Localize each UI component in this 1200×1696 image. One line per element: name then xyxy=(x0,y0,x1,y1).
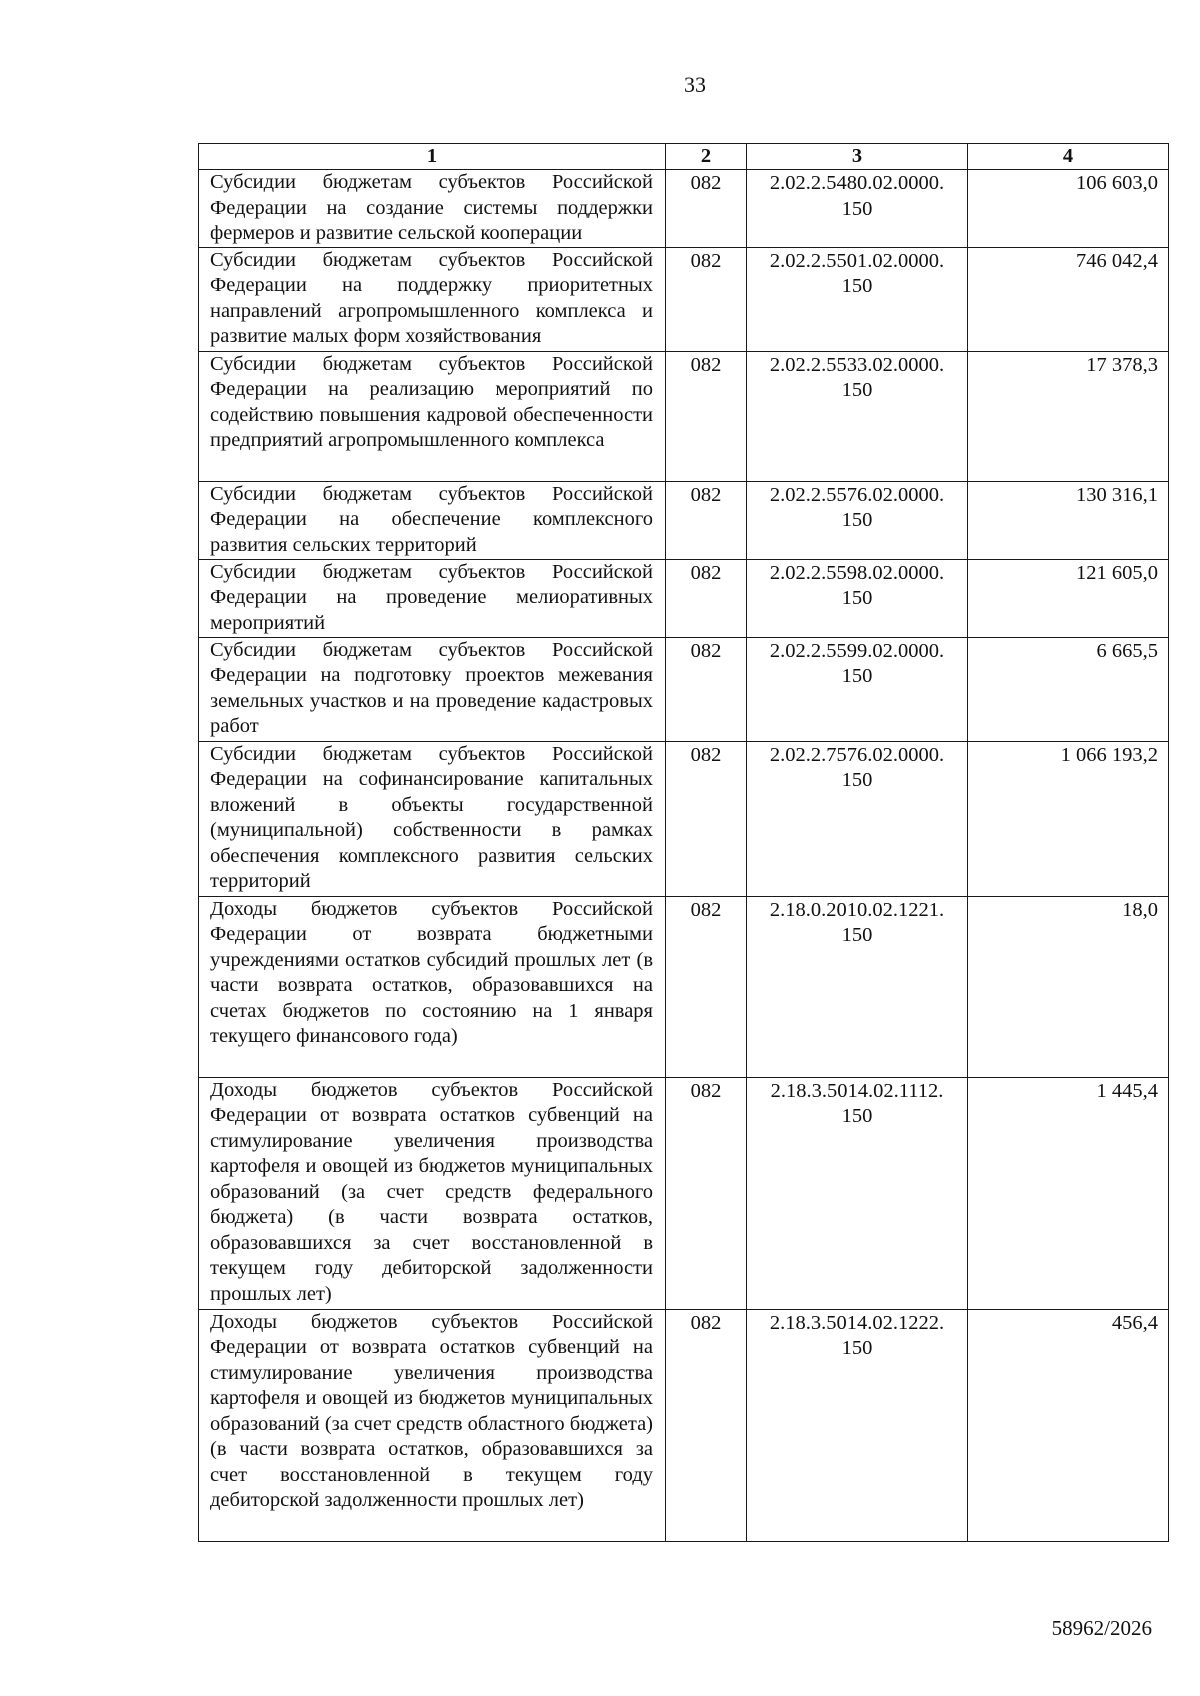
table-row xyxy=(199,637,1169,741)
classification-code-cell: 2.02.2.5501.02.0000. 150 xyxy=(747,247,968,351)
budget-revenue-table xyxy=(198,143,1169,1542)
revenue-name-cell: Доходы бюджетов субъектов Российской Федерации от возврата остатков субвенций на стимулирование увеличения производства картофеля и овощей из бюджетов муниципальных образований (за счет средств федерального бюджета) (в части возврата остатков, образовавшихся за счет восстановленной в текущем году дебиторской задолженности прошлых лет) xyxy=(199,1077,666,1309)
table-row xyxy=(199,351,1169,481)
header-column-3: 3 xyxy=(747,144,968,170)
classification-code-cell: 2.18.0.2010.02.1221. 150 xyxy=(747,896,968,1077)
classification-code-cell: 2.02.2.5576.02.0000. 150 xyxy=(747,481,968,559)
classification-code-cell: 2.02.2.5533.02.0000. 150 xyxy=(747,351,968,481)
header-column-2: 2 xyxy=(666,144,747,170)
table-row xyxy=(199,247,1169,351)
amount-cell: 106 603,0 xyxy=(968,170,1169,248)
revenue-name-cell: Доходы бюджетов субъектов Российской Федерации от возврата остатков субвенций на стимулирование увеличения производства картофеля и овощей из бюджетов муниципальных образований (за счет средств областного бюджета) (в части возврата остатков, образовавшихся за счет восстановленной в текущем году дебиторской задолженности прошлых лет) xyxy=(199,1309,666,1541)
revenue-name-cell: Субсидии бюджетам субъектов Российской Федерации на подготовку проектов межевания земельных участков и на проведение кадастровых работ xyxy=(199,637,666,741)
table-row xyxy=(199,741,1169,896)
amount-cell: 121 605,0 xyxy=(968,559,1169,637)
admin-code-cell: 082 xyxy=(666,637,747,741)
revenue-name-cell: Субсидии бюджетам субъектов Российской Федерации на поддержку приоритетных направлений агропромышленного комплекса и развитие малых форм хозяйствования xyxy=(199,247,666,351)
classification-code-cell: 2.18.3.5014.02.1112. 150 xyxy=(747,1077,968,1309)
revenue-name-cell: Субсидии бюджетам субъектов Российской Федерации на проведение мелиоративных мероприятий xyxy=(199,559,666,637)
amount-cell: 18,0 xyxy=(968,896,1169,1077)
amount-cell: 1 066 193,2 xyxy=(968,741,1169,896)
amount-cell: 746 042,4 xyxy=(968,247,1169,351)
classification-code-cell: 2.02.2.5480.02.0000. 150 xyxy=(747,170,968,248)
table-row xyxy=(199,896,1169,1077)
amount-cell: 456,4 xyxy=(968,1309,1169,1541)
revenue-name-cell: Субсидии бюджетам субъектов Российской Федерации на реализацию мероприятий по содействию повышения кадровой обеспеченности предприятий агропромышленного комплекса xyxy=(199,351,666,481)
admin-code-cell: 082 xyxy=(666,559,747,637)
table-header-row xyxy=(199,144,1169,170)
classification-code-cell: 2.02.2.5598.02.0000. 150 xyxy=(747,559,968,637)
header-column-4: 4 xyxy=(968,144,1169,170)
admin-code-cell: 082 xyxy=(666,247,747,351)
admin-code-cell: 082 xyxy=(666,351,747,481)
document-number: 58962/2026 xyxy=(1051,1616,1152,1640)
table-row xyxy=(199,481,1169,559)
revenue-name-cell: Доходы бюджетов субъектов Российской Федерации от возврата бюджетными учреждениями остатков субсидий прошлых лет (в части возврата остатков, образовавшихся на счетах бюджетов по состоянию на 1 января текущего финансового года) xyxy=(199,896,666,1077)
classification-code-cell: 2.02.2.7576.02.0000. 150 xyxy=(747,741,968,896)
table-row xyxy=(199,559,1169,637)
revenue-name-cell: Субсидии бюджетам субъектов Российской Федерации на обеспечение комплексного развития сельских территорий xyxy=(199,481,666,559)
table-row xyxy=(199,1077,1169,1309)
amount-cell: 1 445,4 xyxy=(968,1077,1169,1309)
table-row xyxy=(199,1309,1169,1541)
admin-code-cell: 082 xyxy=(666,170,747,248)
table-row xyxy=(199,170,1169,248)
admin-code-cell: 082 xyxy=(666,896,747,1077)
admin-code-cell: 082 xyxy=(666,741,747,896)
revenue-name-cell: Субсидии бюджетам субъектов Российской Федерации на софинансирование капитальных вложений в объекты государственной (муниципальной) собственности в рамках обеспечения комплексного развития сельских территорий xyxy=(199,741,666,896)
revenue-name-cell: Субсидии бюджетам субъектов Российской Федерации на создание системы поддержки фермеров и развитие сельской кооперации xyxy=(199,170,666,248)
admin-code-cell: 082 xyxy=(666,1077,747,1309)
header-column-1: 1 xyxy=(199,144,666,170)
amount-cell: 17 378,3 xyxy=(968,351,1169,481)
classification-code-cell: 2.02.2.5599.02.0000. 150 xyxy=(747,637,968,741)
amount-cell: 6 665,5 xyxy=(968,637,1169,741)
page-number: 33 xyxy=(684,72,706,97)
admin-code-cell: 082 xyxy=(666,481,747,559)
amount-cell: 130 316,1 xyxy=(968,481,1169,559)
classification-code-cell: 2.18.3.5014.02.1222. 150 xyxy=(747,1309,968,1541)
admin-code-cell: 082 xyxy=(666,1309,747,1541)
